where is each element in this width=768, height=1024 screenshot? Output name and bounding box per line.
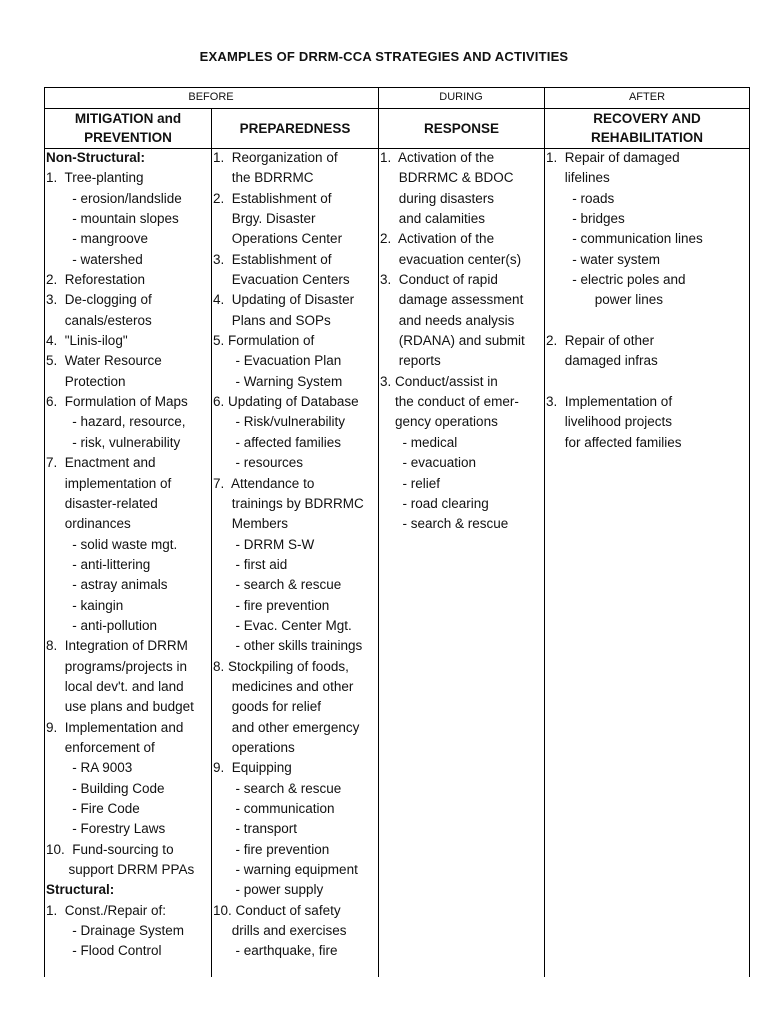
list-item: 10. Fund-sourcing to: [46, 841, 174, 857]
list-item: 6. Formulation of Maps: [46, 394, 188, 410]
list-item: 3. Implementation of: [546, 394, 673, 410]
list-item: - mountain slopes: [46, 211, 179, 227]
list-item: - search & rescue: [213, 780, 342, 796]
list-item: power lines: [546, 292, 664, 308]
list-item: Members: [213, 516, 289, 532]
list-item: - search & rescue: [380, 516, 509, 532]
header-mitigation: MITIGATION and PREVENTION: [74, 111, 182, 145]
list-item: - other skills trainings: [213, 638, 363, 654]
table-right-border: [749, 87, 750, 977]
list-item: - resources: [213, 455, 304, 471]
list-item: 9. Equipping: [213, 760, 292, 776]
list-item: - hazard, resource,: [46, 414, 186, 430]
list-item: goods for relief: [213, 699, 322, 715]
list-item: local dev't. and land: [46, 678, 184, 694]
list-item: - fire prevention: [213, 597, 330, 613]
list-item: reports: [380, 353, 441, 369]
list-item: the BDRRMC: [213, 170, 314, 186]
list-item: use plans and budget: [46, 699, 194, 715]
list-item: 3. De-clogging of: [46, 292, 152, 308]
list-item: - bridges: [546, 211, 625, 227]
list-item: Structural:: [46, 882, 115, 898]
list-item: Protection: [46, 373, 126, 389]
col-divider-1: [211, 108, 212, 977]
list-item: 10. Conduct of safety: [213, 902, 341, 918]
list-item: 1. Activation of the: [380, 150, 495, 165]
list-item: Operations Center: [213, 231, 343, 247]
list-item: 2. Activation of the: [380, 231, 495, 247]
recovery-column: [546, 148, 749, 453]
preparedness-column: [213, 148, 378, 962]
list-item: 6. Updating of Database: [213, 394, 359, 410]
list-item: trainings by BDRRMC: [213, 495, 364, 511]
list-item: 4. "Linis-ilog": [46, 333, 128, 349]
col-divider-3: [544, 87, 545, 977]
list-item: 2. Repair of other: [546, 333, 655, 349]
header-preparedness: PREPAREDNESS: [239, 120, 351, 136]
list-item: - affected families: [213, 434, 342, 450]
list-item: 8. Integration of DRRM: [46, 638, 188, 654]
group-before: BEFORE: [188, 91, 234, 103]
list-item: - roads: [546, 190, 615, 206]
list-item: implementation of: [46, 475, 172, 491]
list-item: - mangroove: [46, 231, 149, 247]
mitigation-column: [46, 148, 211, 962]
strategies-table: [44, 87, 750, 977]
list-item: - electric poles and: [546, 272, 686, 288]
list-item: the conduct of emer-: [380, 394, 519, 410]
list-item: - fire prevention: [213, 841, 330, 857]
list-item: Plans and SOPs: [213, 312, 331, 328]
list-item: 5. Formulation of: [213, 333, 315, 349]
list-item: BDRRMC & BDOC: [380, 170, 514, 186]
list-item: enforcement of: [46, 739, 155, 755]
list-item: - power supply: [213, 882, 324, 898]
list-item: - RA 9003: [46, 760, 133, 776]
header-recovery: RECOVERY AND REHABILITATION: [591, 111, 703, 145]
list-item: - anti-littering: [46, 556, 151, 572]
list-item: - Building Code: [46, 780, 165, 796]
list-item: 5. Water Resource: [46, 353, 162, 369]
list-item: - Fire Code: [46, 801, 140, 816]
list-item: - communication lines: [546, 231, 703, 247]
list-item: - Drainage System: [46, 923, 185, 939]
list-item: - Evac. Center Mgt.: [213, 617, 352, 633]
list-item: - search & rescue: [213, 577, 342, 593]
list-item: and other emergency: [213, 719, 360, 735]
list-item: - evacuation: [380, 455, 477, 471]
list-item: 3. Conduct/assist in: [380, 373, 498, 389]
list-item: - earthquake, fire: [213, 943, 338, 959]
list-item: - solid waste mgt.: [46, 536, 178, 552]
list-item: - risk, vulnerability: [46, 434, 181, 450]
list-item: - DRRM S-W: [213, 536, 315, 552]
list-item: 3. Conduct of rapid: [380, 272, 498, 288]
list-item: 7. Enactment and: [46, 455, 156, 471]
list-item: support DRRM PPAs: [46, 862, 195, 878]
list-item: - kaingin: [46, 597, 124, 613]
list-item: 7. Attendance to: [213, 475, 315, 491]
list-item: - transport: [213, 821, 298, 837]
list-item: - erosion/landslide: [46, 190, 182, 206]
group-during: DURING: [439, 91, 483, 103]
list-item: ordinances: [46, 516, 131, 532]
list-item: - medical: [380, 434, 458, 450]
list-item: 8. Stockpiling of foods,: [213, 658, 349, 674]
list-item: and needs analysis: [380, 312, 515, 328]
list-item: 3. Establishment of: [213, 251, 332, 267]
list-item: livelihood projects: [546, 414, 673, 430]
header-response: RESPONSE: [423, 120, 500, 136]
list-item: 2. Reforestation: [46, 272, 146, 288]
list-item: - Risk/vulnerability: [213, 414, 346, 430]
list-item: canals/esteros: [46, 312, 152, 328]
list-item: - Forestry Laws: [46, 821, 166, 837]
list-item: - first aid: [213, 556, 288, 572]
list-item: gency operations: [380, 414, 498, 430]
list-item: medicines and other: [213, 678, 354, 694]
list-item: 1. Const./Repair of:: [46, 902, 167, 918]
list-item: 4. Updating of Disaster: [213, 292, 355, 308]
group-after: AFTER: [628, 91, 666, 103]
list-item: - Flood Control: [46, 943, 162, 959]
list-item: 2. Establishment of: [213, 190, 332, 206]
list-item: [546, 372, 749, 392]
list-item: operations: [213, 739, 295, 755]
table-left-border: [44, 87, 45, 977]
list-item: - Evacuation Plan: [213, 353, 342, 369]
list-item: - anti-pollution: [46, 617, 158, 633]
list-item: drills and exercises: [213, 923, 347, 939]
col-divider-2: [378, 87, 379, 977]
list-item: 1. Reorganization of: [213, 150, 338, 165]
list-item: disaster-related: [46, 495, 158, 511]
list-item: - communication: [213, 801, 335, 816]
list-item: 1. Tree-planting: [46, 170, 144, 186]
list-item: (RDANA) and submit: [380, 333, 525, 349]
list-item: Non-Structural:: [46, 150, 145, 165]
list-item: damaged infras: [546, 353, 658, 369]
list-item: - warning equipment: [213, 862, 358, 878]
list-item: lifelines: [546, 170, 610, 186]
list-item: - relief: [380, 475, 441, 491]
list-item: - road clearing: [380, 495, 489, 511]
list-item: programs/projects in: [46, 658, 188, 674]
list-item: 9. Implementation and: [46, 719, 184, 735]
list-item: [546, 311, 749, 331]
list-item: Brgy. Disaster: [213, 211, 316, 227]
response-column: [380, 148, 544, 535]
page-title: EXAMPLES OF DRRM-CCA STRATEGIES AND ACTIVITIES: [199, 49, 569, 64]
list-item: and calamities: [380, 211, 486, 227]
list-item: Evacuation Centers: [213, 272, 350, 288]
list-item: - astray animals: [46, 577, 168, 593]
list-item: damage assessment: [380, 292, 524, 308]
list-item: - water system: [546, 251, 661, 267]
list-item: evacuation center(s): [380, 251, 522, 267]
list-item: - watershed: [46, 251, 143, 267]
list-item: - Warning System: [213, 373, 343, 389]
list-item: for affected families: [546, 434, 682, 450]
list-item: during disasters: [380, 190, 495, 206]
list-item: 1. Repair of damaged: [546, 150, 680, 165]
